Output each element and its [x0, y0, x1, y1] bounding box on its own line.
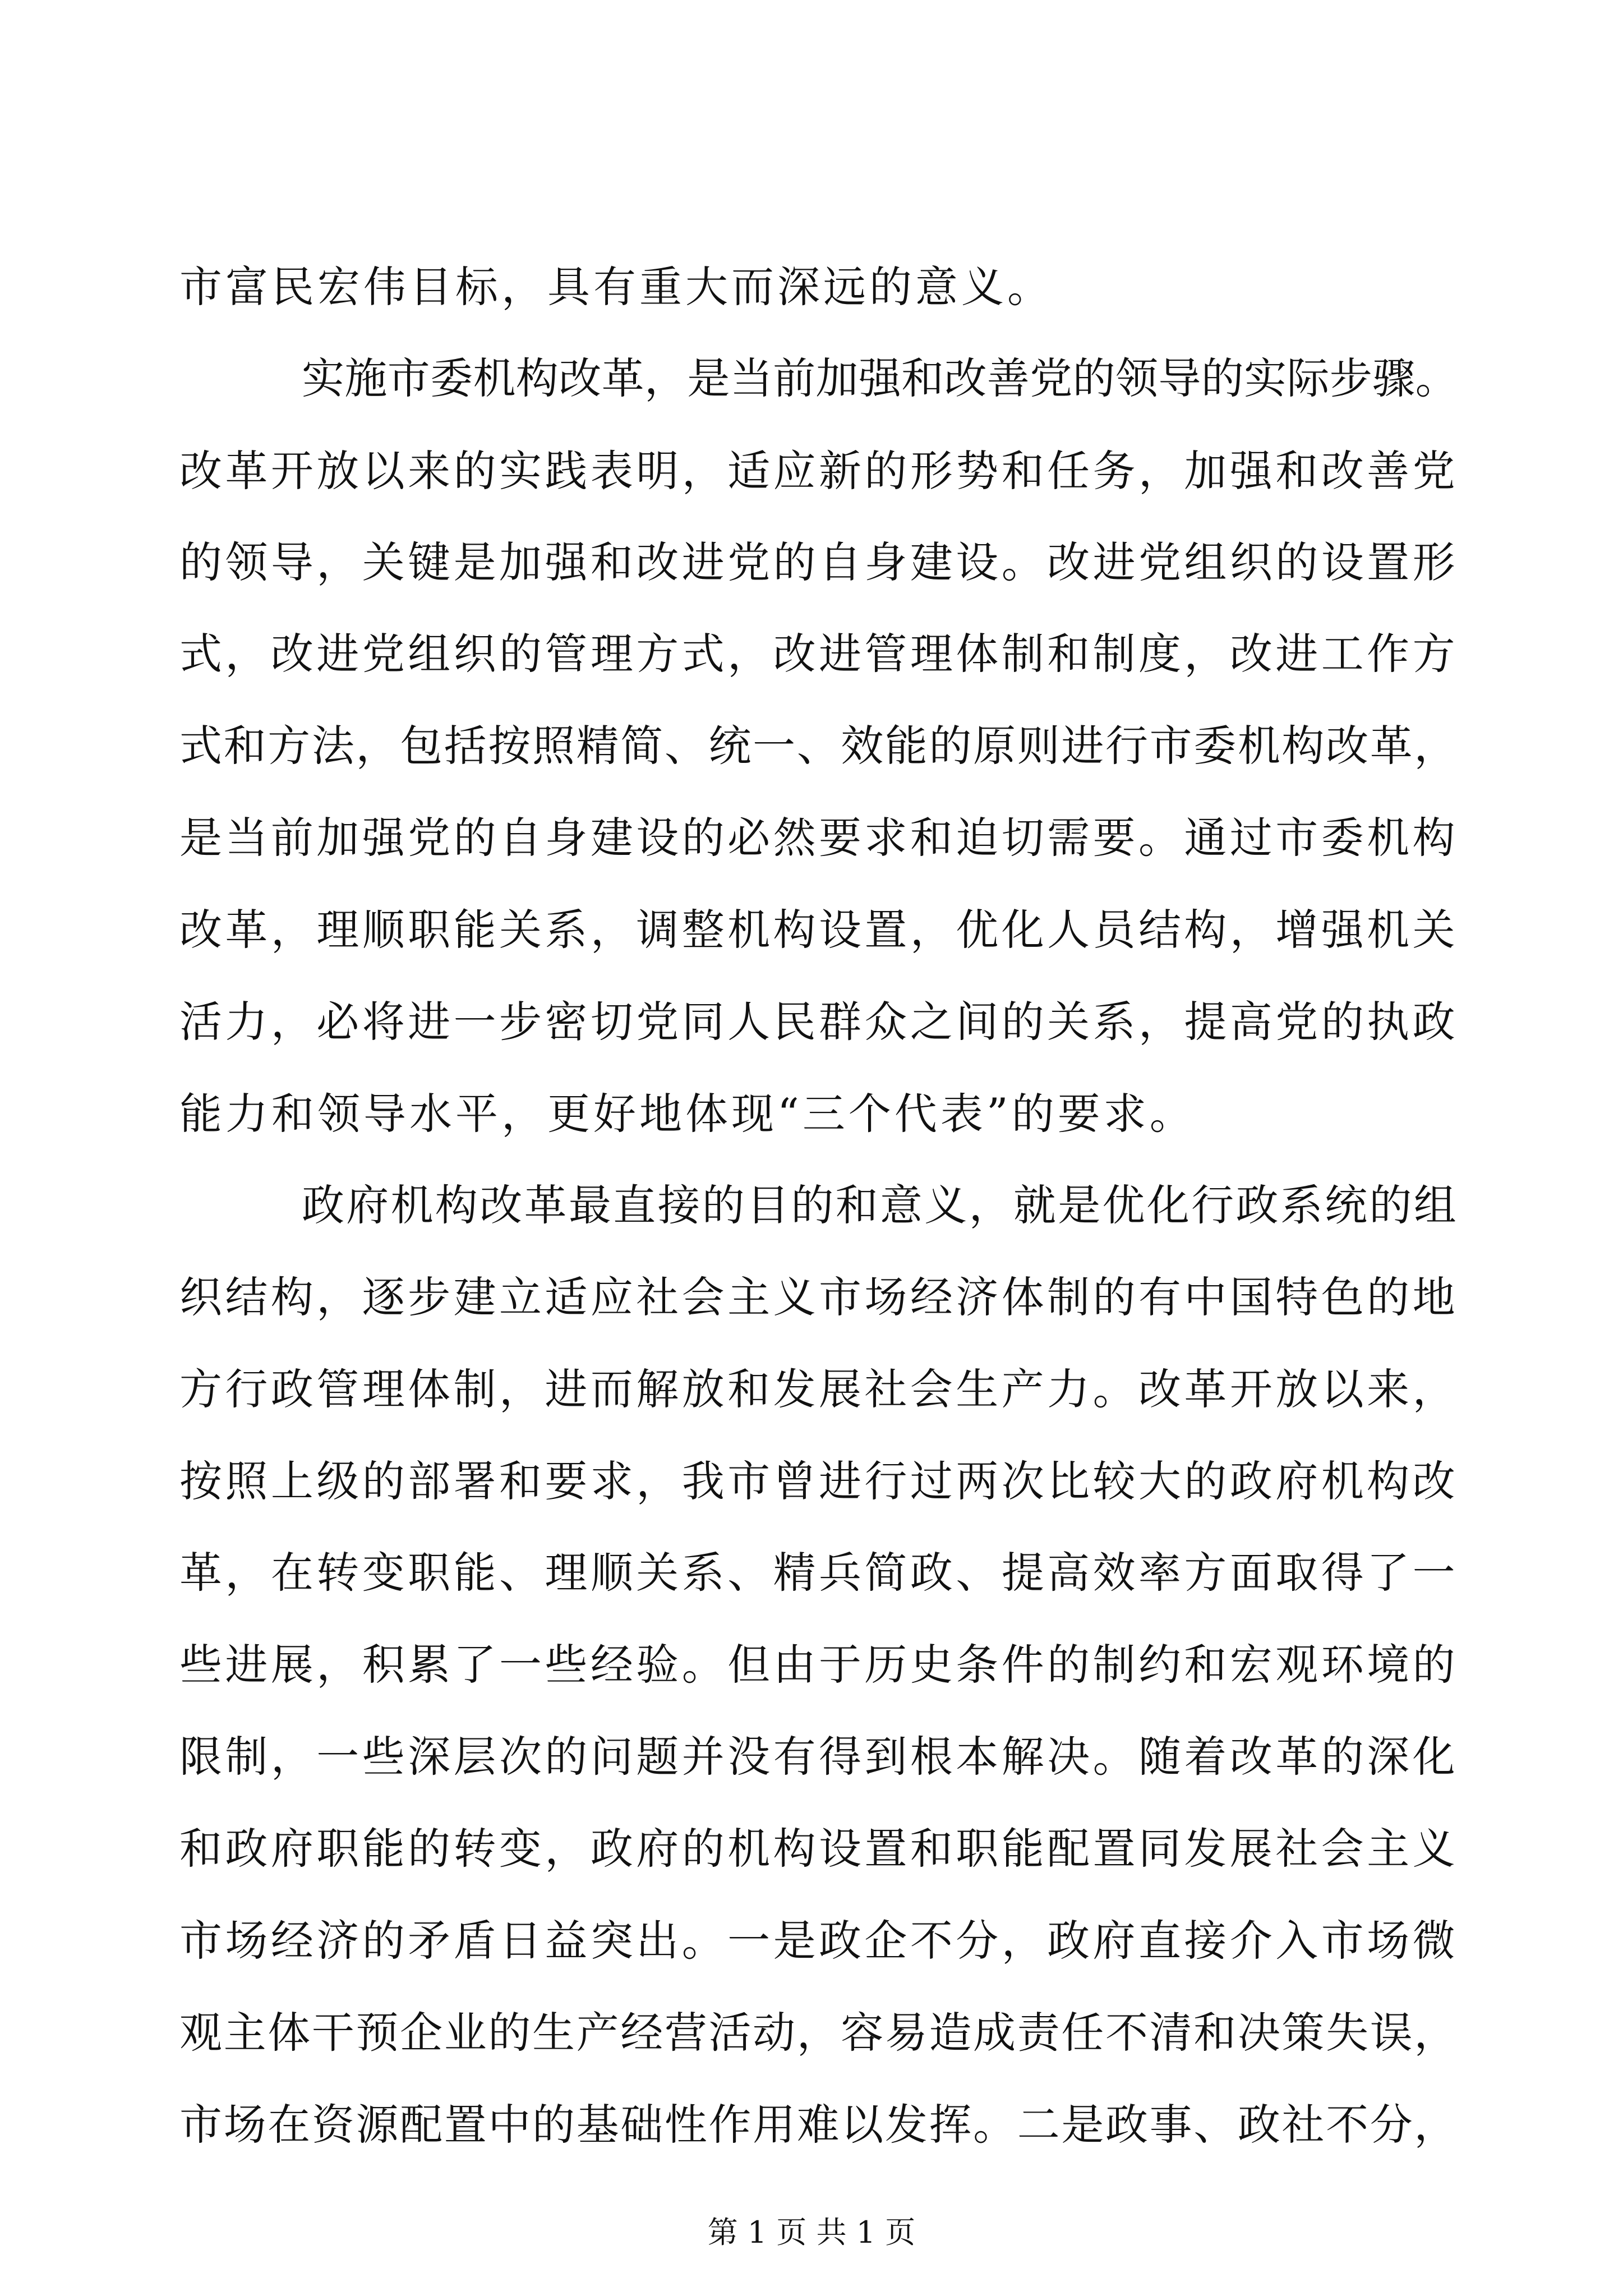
text-line: 活力，必将进一步密切党同人民群众之间的关系，提高党的执政 — [179, 997, 1458, 1047]
paragraph-first-line: 实施市委机构改革，是当前加强和改善党的领导的实际步骤。 — [302, 353, 1458, 403]
text-line: 观主体干预企业的生产经营活动，容易造成责任不清和决策失误， — [179, 2008, 1458, 2058]
text-line: 些进展，积累了一些经验。但由于历史条件的制约和宏观环境的 — [179, 1640, 1458, 1690]
text-line: 改革开放以来的实践表明，适应新的形势和任务，加强和改善党 — [179, 446, 1458, 496]
text-line: 市场经济的矛盾日益突出。一是政企不分，政府直接介入市场微 — [179, 1916, 1458, 1966]
text-line: 织结构，逐步建立适应社会主义市场经济体制的有中国特色的地 — [179, 1272, 1458, 1322]
text-line: 限制，一些深层次的问题并没有得到根本解决。随着改革的深化 — [179, 1732, 1458, 1782]
text-line: 能力和领导水平，更好地体现“三个代表”的要求。 — [179, 1089, 1196, 1139]
text-line: 和政府职能的转变，政府的机构设置和职能配置同发展社会主义 — [179, 1824, 1458, 1874]
text-line: 是当前加强党的自身建设的必然要求和迫切需要。通过市委机构 — [179, 813, 1458, 863]
text-line: 按照上级的部署和要求，我市曾进行过两次比较大的政府机构改 — [179, 1456, 1458, 1506]
text-line: 的领导，关键是加强和改进党的自身建设。改进党组织的设置形 — [179, 537, 1458, 587]
text-line: 改革，理顺职能关系，调整机构设置，优化人员结构，增强机关 — [179, 905, 1458, 955]
text-line: 市富民宏伟目标，具有重大而深远的意义。 — [179, 262, 1053, 312]
text-line: 革，在转变职能、理顺关系、精兵简政、提高效率方面取得了一 — [179, 1548, 1458, 1598]
text-line: 式，改进党组织的管理方式，改进管理体制和制度，改进工作方 — [179, 629, 1458, 679]
text-line: 方行政管理体制，进而解放和发展社会生产力。改革开放以来， — [179, 1364, 1458, 1414]
page-number-footer: 第 1 页 共 1 页 — [707, 2215, 916, 2250]
text-line: 式和方法，包括按照精简、统一、效能的原则进行市委机构改革， — [179, 721, 1458, 771]
text-line: 市场在资源配置中的基础性作用难以发挥。二是政事、政社不分， — [179, 2100, 1458, 2150]
paragraph-first-line: 政府机构改革最直接的目的和意义，就是优化行政系统的组 — [302, 1180, 1458, 1230]
